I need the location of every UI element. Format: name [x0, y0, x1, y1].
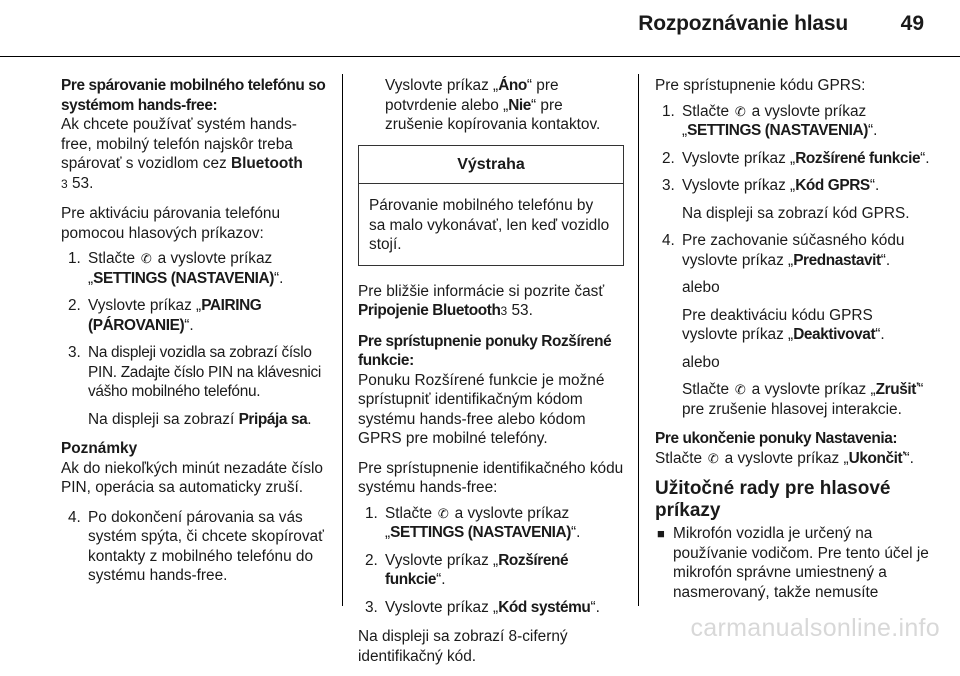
step-number: 3.: [662, 177, 675, 194]
text: “.: [880, 251, 891, 269]
note-block: [61, 439, 326, 498]
text: Vyslovte príkaz „: [385, 551, 499, 569]
text: Vyslovte príkaz „: [385, 77, 499, 94]
step-subtext: alebo: [682, 279, 720, 296]
step-subtext: [682, 306, 931, 345]
column-left: [61, 76, 326, 596]
step-subtext: alebo: [682, 353, 720, 371]
page-number: 49: [900, 12, 924, 35]
text: Mikrofón vozidla je určený na používanie vodičom. Pre tento účel je mikrofón správne umiestnený a nasmerovaný, takže nemusíte: [673, 525, 929, 601]
text: Na displeji vozidla sa zobrazí číslo PIN. Zadajte číslo PIN na klávesnici vášho mobilného telefónu.: [88, 344, 321, 400]
command-text: Ukončiť: [848, 449, 905, 467]
command-text: SETTINGS (NASTAVENIA): [687, 122, 868, 139]
text: “.: [869, 177, 880, 194]
step-number: 4.: [662, 232, 675, 249]
steps-list: [655, 102, 931, 420]
warning-box: [358, 145, 624, 266]
text: “.: [920, 149, 930, 167]
text: “.: [184, 316, 194, 334]
list-item: [655, 176, 931, 223]
text: Stlačte: [655, 449, 707, 467]
text: Vyslovte príkaz „: [88, 297, 202, 314]
steps-list: [61, 249, 326, 429]
list-item: [655, 524, 931, 602]
phone-icon: ✆: [734, 103, 746, 119]
paragraph: [61, 115, 326, 194]
command-text: SETTINGS (NASTAVENIA): [390, 524, 571, 541]
step-number: 1.: [365, 504, 378, 522]
text: “.: [436, 571, 446, 588]
phone-icon: ✆: [734, 382, 746, 397]
list-item: [358, 551, 624, 590]
text: a vyslovte príkaz „: [385, 504, 570, 541]
phone-icon: ✆: [140, 251, 152, 266]
step-number: 1.: [68, 250, 81, 267]
list-item: [655, 231, 931, 419]
command-text: Kód GPRS: [795, 177, 870, 194]
step-number: 1.: [662, 102, 675, 120]
text: Vyslovte príkaz „: [385, 598, 499, 616]
step-number: 2.: [365, 551, 378, 569]
step-subtext: Na displeji sa zobrazí kód GPRS.: [682, 204, 910, 222]
step-number: 3.: [68, 344, 81, 361]
note-text: Ak do niekoľkých minút nezadáte číslo PIN, operácia sa automaticky zruší.: [61, 459, 323, 496]
section-subheading: Pre spárovanie mobilného telefónu so systémom hands-free:: [61, 77, 326, 114]
reference-arrow-icon: 3: [61, 176, 68, 191]
command-text: Zrušiť: [875, 381, 919, 398]
step-subtext: [682, 380, 931, 419]
warning-text: Párovanie mobilného telefónu by sa malo vykonávať, len keď vozidlo stojí.: [369, 197, 610, 253]
list-item: [61, 296, 326, 335]
bullet-icon: ■: [657, 526, 665, 541]
command-text: PAIRING (PÁROVANIE): [88, 297, 262, 334]
phone-icon: ✆: [437, 505, 449, 521]
list-item: [655, 102, 931, 141]
command-text: SETTINGS (NASTAVENIA): [93, 269, 274, 287]
column-right: [655, 76, 931, 602]
text: a vyslovte príkaz „: [720, 449, 849, 467]
command-text: Prednastavit: [793, 251, 881, 269]
text: Stlačte: [385, 504, 437, 522]
reference-arrow-icon: 3: [500, 304, 508, 318]
bullet-list: [655, 524, 931, 602]
text: a vyslovte príkaz „: [747, 381, 876, 398]
list-item: [358, 598, 624, 618]
text: Po dokončení párovania sa vás systém spýta, či chcete skopírovať kontakty z mobilného telefónu do systému hands-free.: [88, 508, 324, 584]
list-item: [61, 343, 326, 429]
text: Stlačte: [682, 102, 734, 120]
text: “.: [904, 449, 914, 467]
paragraph: Pre aktiváciu párovania telefónu pomocou hlasových príkazov:: [61, 205, 281, 242]
text: “ pre potvrdenie alebo „: [385, 77, 559, 114]
text: “ pre zrušenie kopírovania kontaktov.: [385, 96, 601, 133]
step-number: 2.: [68, 297, 81, 314]
step-number: 4.: [68, 508, 81, 526]
page-header: [0, 0, 960, 56]
text: Stlačte: [682, 381, 734, 398]
section-heading: Užitočné rady pre hlasové príkazy: [655, 478, 891, 521]
paragraph: [655, 449, 931, 469]
page-title: Rozpoznávanie hlasu: [638, 12, 848, 35]
command-text: Rozšírené funkcie: [385, 551, 569, 588]
command-text: Rozšírené funkcie: [795, 149, 921, 167]
paragraph: Pre sprístupnenie identifikačného kódu systému hands-free:: [358, 459, 624, 496]
text: .: [307, 410, 312, 428]
paragraph: Ponuku Rozšírené funkcie je možné sprístupniť identifikačným kódom systému hands-free alebo kódom GPRS pre mobilné telefóny.: [358, 371, 605, 447]
text: “.: [868, 122, 878, 139]
text: Pre zachovanie súčasného kódu vyslovte príkaz „: [682, 232, 905, 269]
text: “.: [571, 524, 581, 541]
page-reference: 53.: [67, 174, 94, 192]
text: “.: [875, 326, 885, 343]
text: Na displeji sa zobrazí: [88, 410, 239, 428]
paragraph: [358, 76, 624, 135]
text: “ pre zrušenie hlasovej interakcie.: [682, 381, 924, 418]
column-divider: [638, 74, 639, 606]
warning-title: Výstraha: [359, 146, 623, 185]
text: “.: [274, 269, 284, 287]
command-text: Áno: [498, 77, 527, 94]
command-text: Deaktivovat: [793, 326, 876, 343]
header-divider: [0, 56, 960, 57]
section-subheading: Pre sprístupnenie ponuky Rozšírené funkcie:: [358, 332, 612, 369]
step-subtext: [88, 410, 326, 430]
link-bluetooth: Bluetooth: [231, 155, 303, 172]
step-number: 3.: [365, 598, 378, 616]
text: Vyslovte príkaz „: [682, 149, 796, 167]
note-title: Poznámky: [61, 440, 138, 457]
link-bluetooth-connection: Pripojenie Bluetooth: [358, 302, 501, 319]
text: Pre deaktiváciu kódu GPRS vyslovte príkaz „: [682, 306, 873, 343]
paragraph: Na displeji sa zobrazí 8-ciferný identifikačný kód.: [358, 628, 568, 665]
paragraph: Pre sprístupnenie kódu GPRS:: [655, 77, 866, 94]
watermark: carmanualsonline.info: [690, 613, 940, 642]
column-middle: [358, 76, 624, 676]
list-item: [61, 249, 326, 288]
text: Vyslovte príkaz „: [682, 177, 796, 194]
phone-icon: ✆: [707, 450, 719, 466]
text: a vyslovte príkaz „: [682, 102, 867, 139]
section-subheading: Pre ukončenie ponuky Nastavenia:: [655, 430, 898, 447]
steps-list: [358, 504, 624, 618]
list-item: [358, 504, 624, 543]
text: a vyslovte príkaz „: [88, 250, 273, 287]
list-item: [655, 149, 931, 169]
text: Stlačte: [88, 250, 140, 267]
command-text: Nie: [508, 96, 531, 114]
text: Pre bližšie informácie si pozrite časť: [358, 282, 605, 300]
list-item: [61, 508, 326, 586]
text: Ak chcete používať systém hands-free, mobilný telefón najskôr treba spárovať s vozidlom cez: [61, 116, 297, 172]
page-reference: 53.: [507, 302, 533, 319]
text: “.: [590, 598, 600, 616]
step-number: 2.: [662, 149, 675, 167]
command-text: Kód systému: [498, 598, 591, 616]
status-text: Pripája sa: [238, 410, 308, 428]
column-divider: [342, 74, 343, 606]
steps-list: [61, 508, 326, 586]
paragraph: [358, 282, 624, 322]
